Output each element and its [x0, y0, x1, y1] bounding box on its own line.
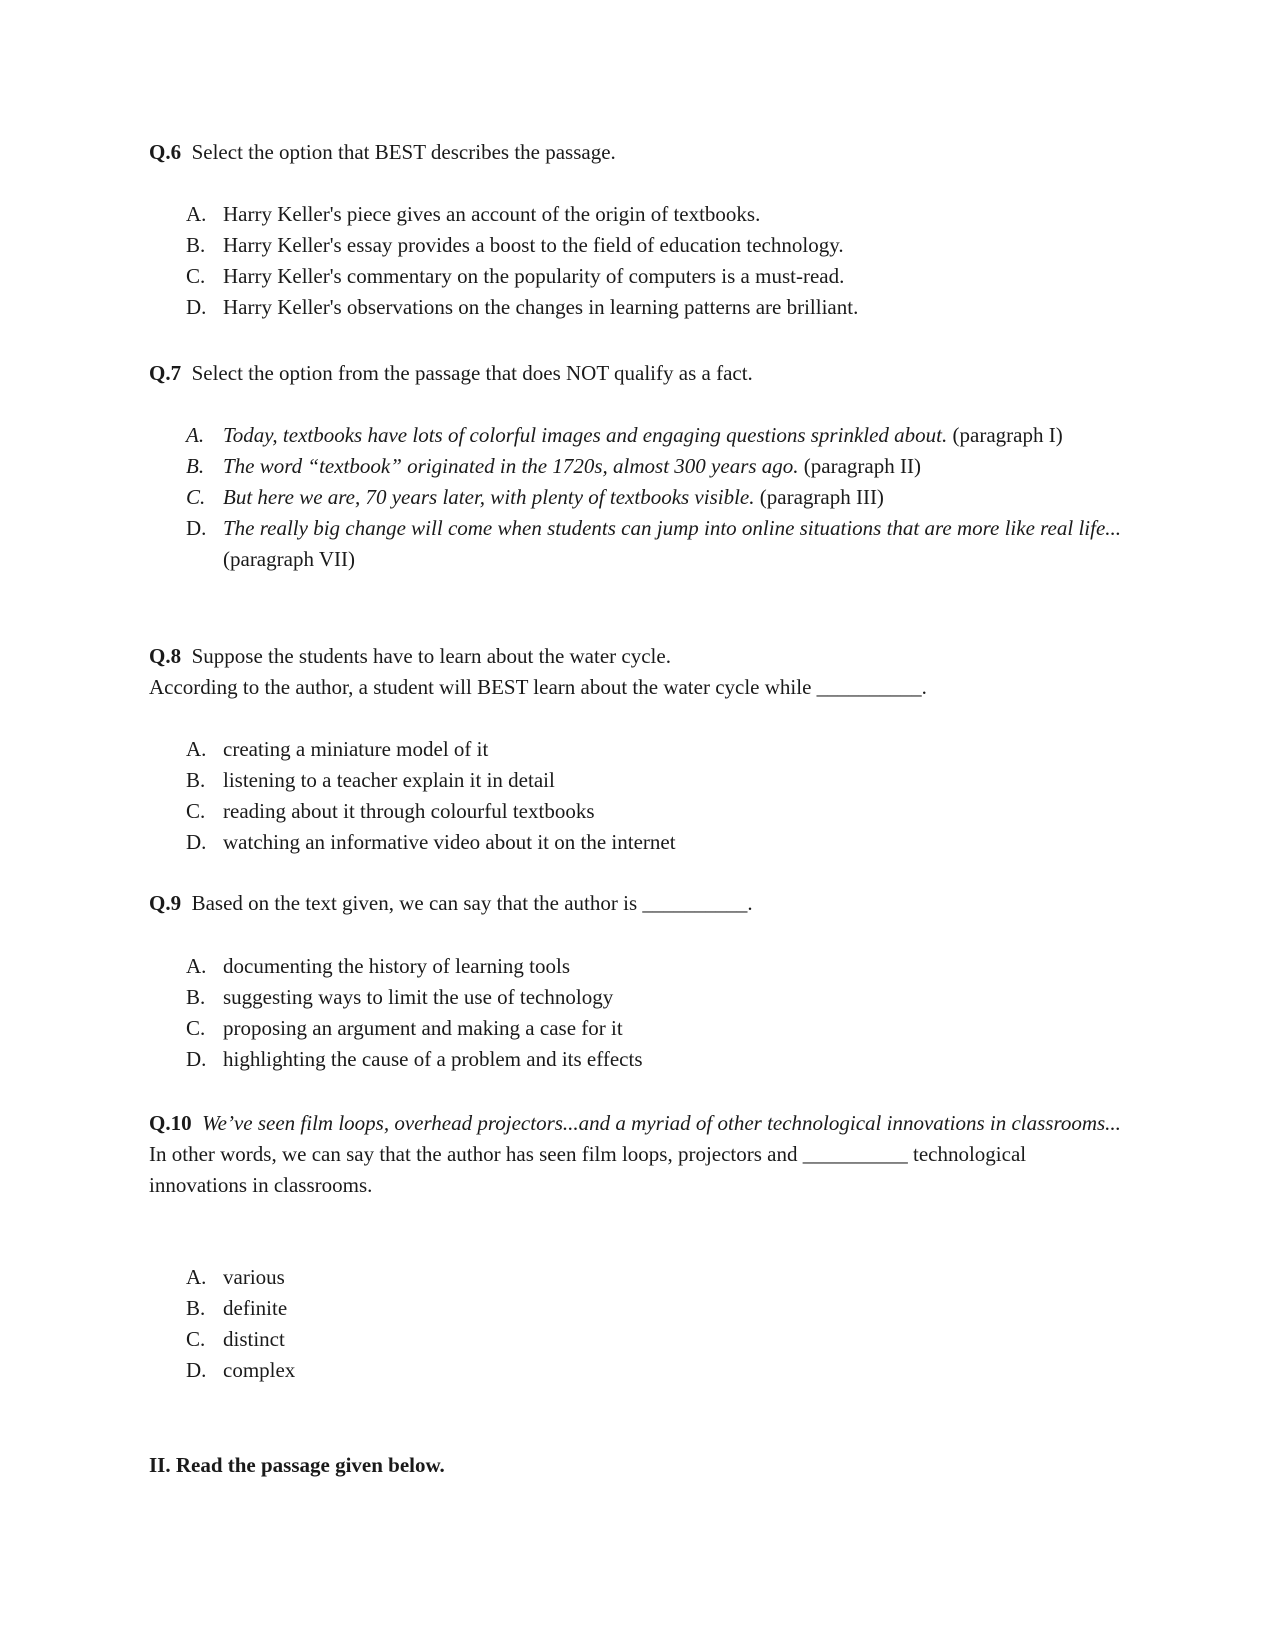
option-d[interactable]: D. watching an informative video about it on the internet: [186, 830, 676, 854]
question-number: Q.10: [149, 1111, 192, 1135]
option-c[interactable]: C. proposing an argument and making a case for it: [186, 1016, 623, 1040]
question-text: In other words, we can say that the author has seen film loops, projectors and __________ technological innovations in classrooms.: [149, 1142, 1027, 1197]
option-d[interactable]: D. complex: [186, 1358, 296, 1382]
section-heading: II. Read the passage given below.: [149, 1453, 445, 1477]
option-b[interactable]: B. The word “textbook” originated in the 1720s, almost 300 years ago. (paragraph II): [186, 454, 921, 478]
option-c[interactable]: C. Harry Keller's commentary on the popularity of computers is a must-read.: [186, 264, 845, 288]
question-text-line-2: According to the author, a student will BEST learn about the water cycle while __________.: [149, 675, 927, 699]
question-quote: We’ve seen film loops, overhead projectors...and a myriad of other technological innovations in classrooms...: [202, 1111, 1121, 1135]
option-a[interactable]: A. creating a miniature model of it: [186, 737, 489, 761]
question-text: Select the option that BEST describes the passage.: [191, 140, 616, 164]
option-a[interactable]: A. Harry Keller's piece gives an account of the origin of textbooks.: [186, 202, 761, 226]
option-b[interactable]: B. definite: [186, 1296, 288, 1320]
option-c[interactable]: C. reading about it through colourful textbooks: [186, 799, 595, 823]
question-number: Q.7: [149, 361, 182, 385]
question-9-stem: [149, 888, 1129, 919]
option-a[interactable]: A. documenting the history of learning tools: [186, 954, 571, 978]
question-text: Suppose the students have to learn about the water cycle.: [191, 644, 671, 668]
option-c[interactable]: C. But here we are, 70 years later, with plenty of textbooks visible. (paragraph III): [186, 485, 884, 509]
question-8-stem: [149, 641, 1129, 703]
option-d[interactable]: D. Harry Keller's observations on the changes in learning patterns are brilliant.: [186, 295, 859, 319]
question-number: Q.9: [149, 891, 182, 915]
question-7-options: [186, 420, 1126, 575]
question-10-options: [186, 1262, 1126, 1386]
option-c[interactable]: C. distinct: [186, 1327, 285, 1351]
option-a[interactable]: A. various: [186, 1265, 285, 1289]
question-7-stem: [149, 358, 1129, 389]
question-number: Q.6: [149, 140, 182, 164]
option-b[interactable]: B. listening to a teacher explain it in detail: [186, 768, 555, 792]
question-6-stem: [149, 137, 1129, 168]
question-number: Q.8: [149, 644, 182, 668]
option-d[interactable]: D. highlighting the cause of a problem and its effects: [186, 1047, 643, 1071]
question-6-options: [186, 199, 1126, 323]
question-8-options: [186, 734, 1126, 858]
option-a[interactable]: A. Today, textbooks have lots of colorful images and engaging questions sprinkled about. (paragraph I): [186, 423, 1063, 447]
option-b[interactable]: B. suggesting ways to limit the use of technology: [186, 985, 614, 1009]
option-b[interactable]: B. Harry Keller's essay provides a boost to the field of education technology.: [186, 233, 844, 257]
option-d[interactable]: D. The really big change will come when students can jump into online situations that are more like real life... (paragraph VII): [186, 516, 1122, 571]
question-text: Based on the text given, we can say that the author is __________.: [191, 891, 753, 915]
question-text: Select the option from the passage that does NOT qualify as a fact.: [191, 361, 753, 385]
question-10-stem: [149, 1108, 1129, 1201]
question-9-options: [186, 951, 1126, 1075]
